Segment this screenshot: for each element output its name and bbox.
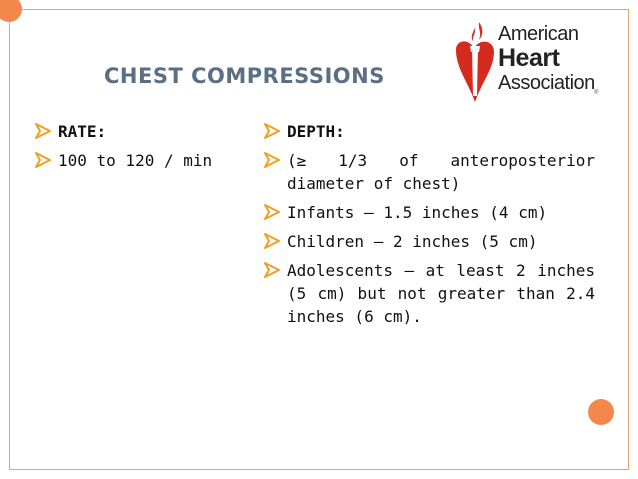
bullet-arrow-icon	[263, 232, 281, 250]
list-item-rate-heading	[34, 120, 244, 143]
depth-adolescents-text: Adolescents – at least 2 inches (5 cm) but not greater than 2.4 inches (6 cm).	[287, 261, 595, 326]
registered-mark: ®	[594, 90, 599, 96]
bullet-arrow-icon	[34, 122, 52, 140]
rate-list	[34, 120, 244, 178]
list-item-depth-infants	[263, 201, 595, 224]
aha-logo	[452, 20, 602, 108]
list-item-depth-general	[263, 149, 595, 195]
bullet-arrow-icon	[263, 203, 281, 221]
bullet-arrow-icon	[34, 151, 52, 169]
depth-general-text: (≥ 1/3 of anteroposterior diameter of chest)	[287, 151, 595, 193]
logo-wordmark	[498, 22, 595, 93]
depth-children-text: Children – 2 inches (5 cm)	[287, 232, 538, 251]
list-item-depth-children	[263, 230, 595, 253]
logo-line-association: Association	[498, 72, 595, 94]
slide-title: CHEST COMPRESSIONS	[104, 64, 385, 88]
bullet-arrow-icon	[263, 261, 281, 279]
rate-value: 100 to 120 / min	[58, 151, 213, 170]
logo-line-heart: Heart	[498, 44, 560, 72]
list-item-depth-adolescents	[263, 259, 595, 328]
depth-infants-text: Infants – 1.5 inches (4 cm)	[287, 203, 548, 222]
depth-list	[263, 120, 595, 334]
depth-heading: DEPTH:	[287, 122, 345, 141]
heart-torch-icon	[452, 20, 498, 104]
logo-line-american: American	[498, 23, 579, 45]
list-item-depth-heading	[263, 120, 595, 143]
rate-heading: RATE:	[58, 122, 107, 141]
list-item-rate-value	[34, 149, 244, 172]
bullet-arrow-icon	[263, 122, 281, 140]
bullet-arrow-icon	[263, 151, 281, 169]
corner-decoration-bottom-right	[588, 399, 614, 425]
